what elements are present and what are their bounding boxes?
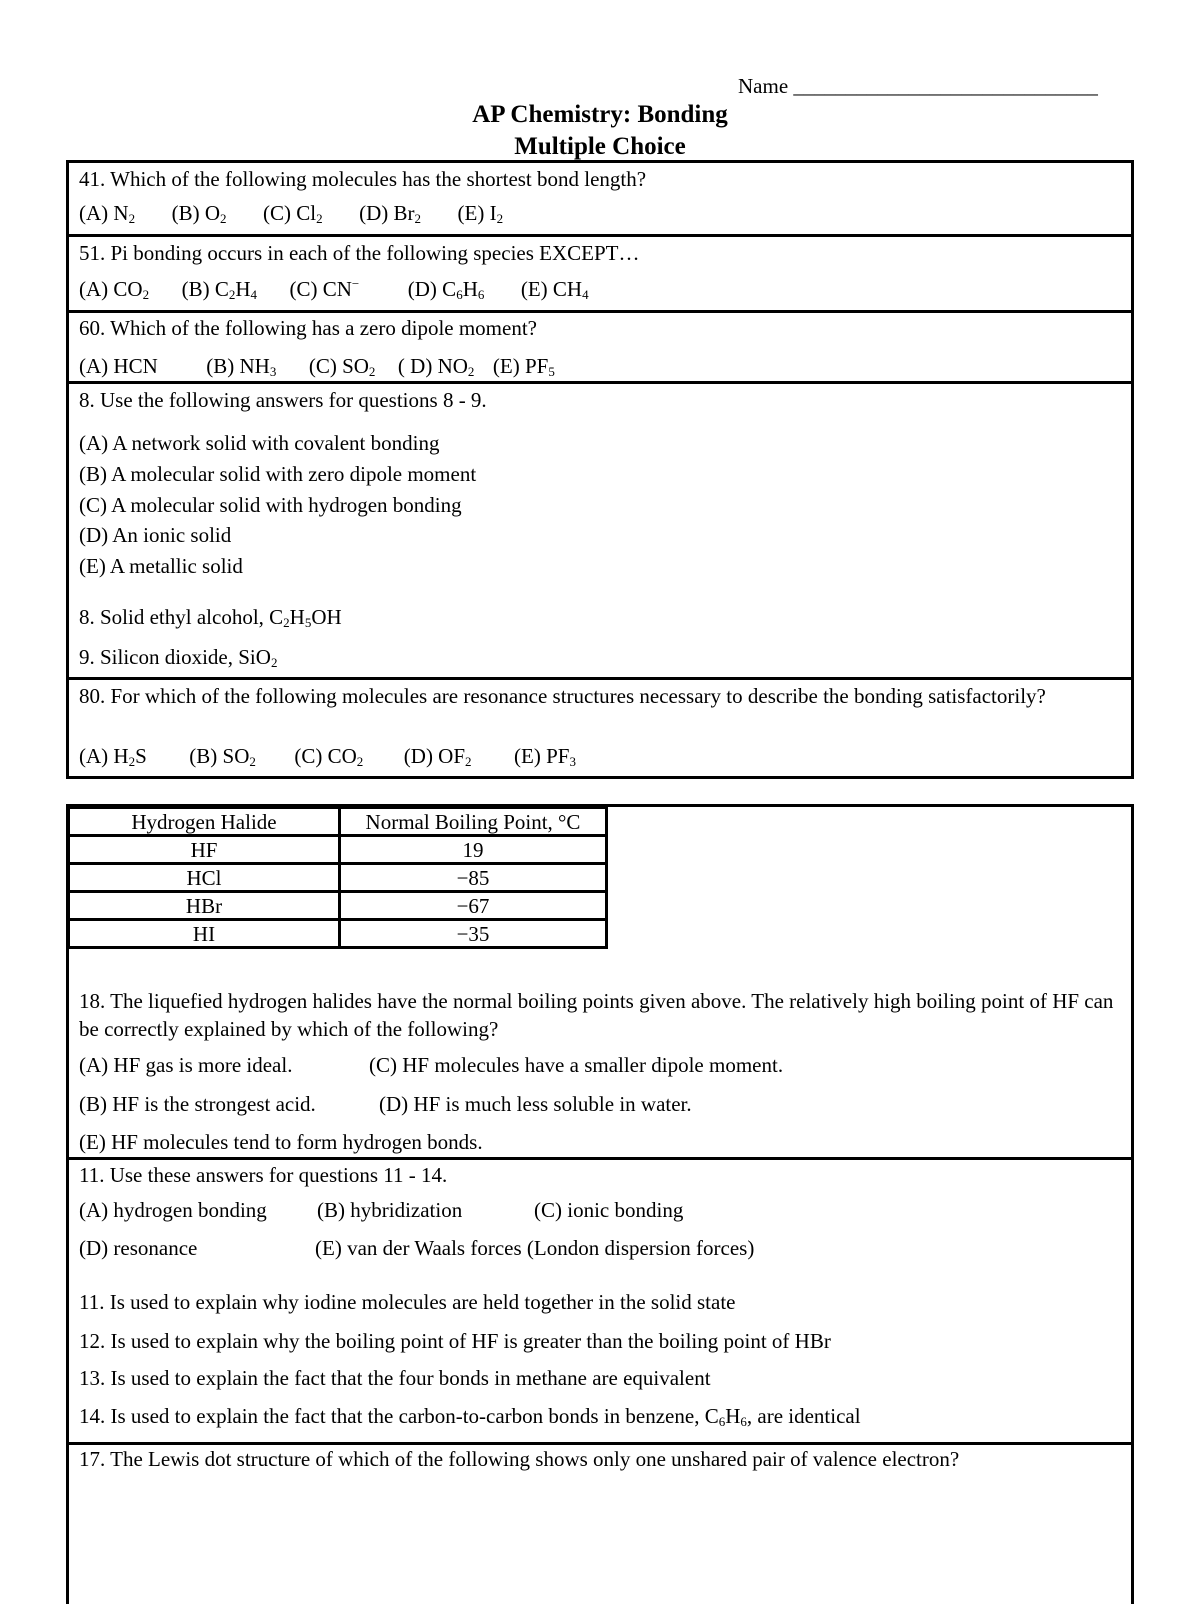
choice-c: (C) $SO_2$ <box>308 354 376 379</box>
option-a: (A) hydrogen bonding <box>79 1198 267 1222</box>
choice-d: (D) HF is much less soluble in water. <box>379 1092 692 1116</box>
table-header: Normal Boiling Point, °C <box>340 808 607 836</box>
table-cell: 19 <box>340 836 607 864</box>
divider <box>66 1442 1134 1445</box>
page-title: AP Chemistry: Bonding <box>472 101 728 128</box>
choice-d: ( D) $NO_2$ <box>397 354 475 379</box>
table-cell: −35 <box>340 920 607 948</box>
table-cell: −67 <box>340 892 607 920</box>
table-row <box>69 920 607 948</box>
table-cell: HF <box>69 836 340 864</box>
name-line: _____________________________ <box>793 74 1098 98</box>
option-b: (B) A molecular solid with zero dipole moment <box>79 462 477 486</box>
table-cell: HCl <box>69 864 340 892</box>
divider <box>66 381 1134 384</box>
question-41: 41. Which of the following molecules has the shortest bond length? <box>79 167 647 191</box>
choice-c: (C) CN− <box>289 276 360 301</box>
name-field <box>738 74 1098 98</box>
table-row <box>69 864 607 892</box>
question-11: 11. Is used to explain why iodine molecules are held together in the solid state <box>79 1290 736 1314</box>
option-d: (D) An ionic solid <box>79 523 232 547</box>
q60-choices <box>79 354 555 378</box>
question-14: 14. Is used to explain the fact that the carbon-to-carbon bonds in benzene, $C_6H_6$, are identical <box>79 1404 861 1429</box>
question-8: 8. Solid ethyl alcohol, $C_2H_5OH$ <box>79 605 342 630</box>
option-d: (D) resonance <box>79 1236 198 1260</box>
halide-table <box>67 806 608 949</box>
option-a: (A) A network solid with covalent bonding <box>79 431 440 455</box>
question-60: 60. Which of the following has a zero dipole moment? <box>79 316 537 340</box>
choice-a: (A) HCN <box>79 354 158 378</box>
question-12: 12. Is used to explain why the boiling point of HF is greater than the boiling point of HBr <box>79 1329 831 1353</box>
choice-b: (B) HF is the strongest acid. <box>79 1092 316 1116</box>
choice-d: (D) $Br_2$ <box>359 201 421 226</box>
q51-choices <box>79 277 589 301</box>
question-9: 9. Silicon dioxide, SiO$_2$ <box>79 645 278 670</box>
table-header-row <box>69 808 607 836</box>
choice-e: (E) HF molecules tend to form hydrogen bonds. <box>79 1130 483 1154</box>
choice-d: (D) $OF_2$ <box>403 744 472 769</box>
choice-c: (C) $CO_2$ <box>294 744 364 769</box>
divider <box>66 677 1134 680</box>
table-row <box>69 836 607 864</box>
table-cell: HI <box>69 920 340 948</box>
question-11-intro: 11. Use these answers for questions 11 - 14. <box>79 1163 448 1187</box>
question-51: 51. Pi bonding occurs in each of the following species EXCEPT… <box>79 241 640 265</box>
choice-b: (B) $SO_2$ <box>189 744 256 769</box>
choice-b: (B) $C_2H_4$ <box>181 277 257 302</box>
choice-e: (E) $CH_4$ <box>520 277 589 302</box>
q80-choices <box>79 744 576 768</box>
question-17: 17. The Lewis dot structure of which of the following shows only one unshared pair of valence electron? <box>79 1447 960 1471</box>
page-subtitle: Multiple Choice <box>514 133 686 160</box>
table-cell: −85 <box>340 864 607 892</box>
option-c: (C) ionic bonding <box>534 1198 684 1222</box>
q41-choices <box>79 201 503 225</box>
table-row <box>69 892 607 920</box>
choice-c: (C) HF molecules have a smaller dipole moment. <box>369 1053 784 1077</box>
choice-a: (A) $H_2S$ <box>79 744 147 769</box>
option-e: (E) A metallic solid <box>79 554 243 578</box>
question-13: 13. Is used to explain the fact that the four bonds in methane are equivalent <box>79 1366 711 1390</box>
option-e: (E) van der Waals forces (London dispersion forces) <box>315 1236 755 1260</box>
choice-b: (B) $O_2$ <box>171 201 227 226</box>
divider <box>66 1157 1134 1160</box>
choice-d: (D) $C_6H_6$ <box>407 277 485 302</box>
choice-c: (C) $Cl_2$ <box>263 201 323 226</box>
choice-b: (B) $NH_3$ <box>206 354 277 379</box>
divider <box>66 234 1134 237</box>
choice-e: (E) $I_2$ <box>457 201 504 226</box>
question-8-intro: 8. Use the following answers for questions 8 - 9. <box>79 388 487 412</box>
question-18: 18. The liquefied hydrogen halides have the normal boiling points given above. The relatively high boiling point of HF can be correctly explained by which of the following? <box>79 989 1114 1041</box>
choice-a: (A) $CO_2$ <box>79 277 150 302</box>
choice-a: (A) $N_2$ <box>79 201 136 226</box>
divider <box>66 310 1134 313</box>
option-b: (B) hybridization <box>317 1198 463 1222</box>
option-c: (C) A molecular solid with hydrogen bonding <box>79 493 462 517</box>
choice-e: (E) $PF_3$ <box>514 744 576 769</box>
table-header: Hydrogen Halide <box>69 808 340 836</box>
question-80: 80. For which of the following molecules are resonance structures necessary to describe the bonding satisfactorily? <box>79 684 1046 708</box>
name-label: Name <box>738 74 789 98</box>
choice-a: (A) HF gas is more ideal. <box>79 1053 293 1077</box>
table-cell: HBr <box>69 892 340 920</box>
choice-e: (E) $PF_5$ <box>492 354 555 379</box>
